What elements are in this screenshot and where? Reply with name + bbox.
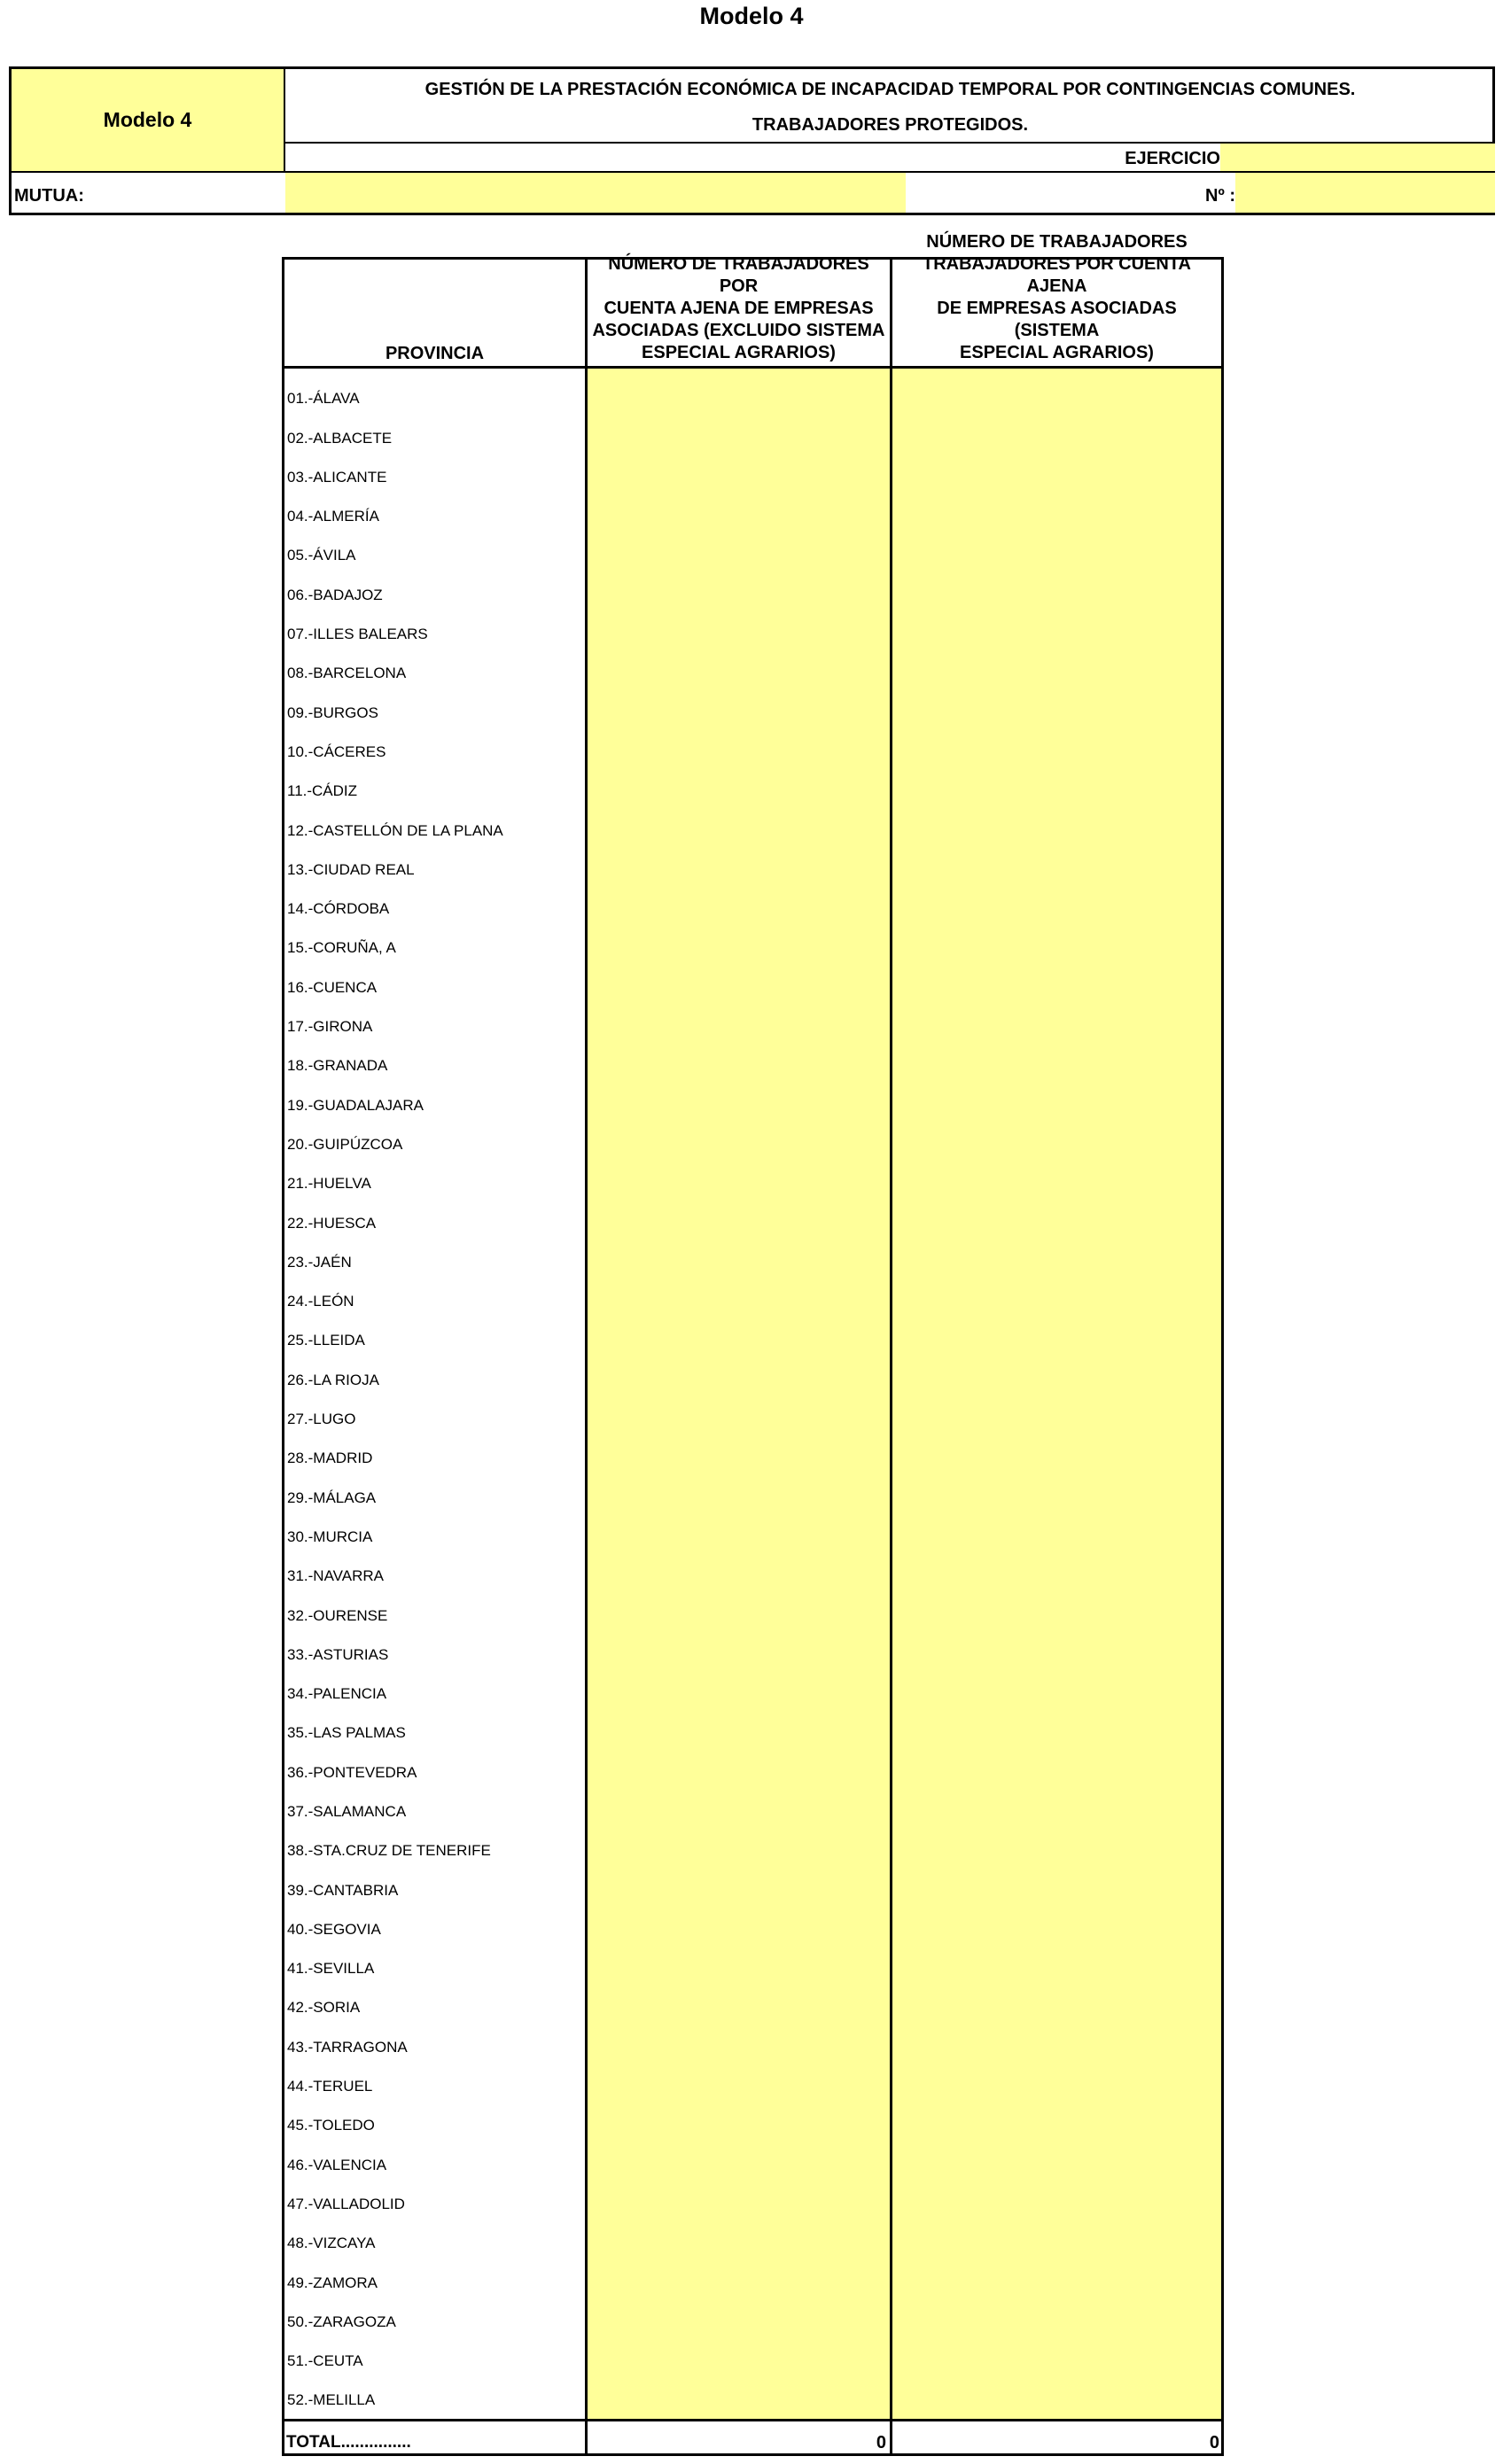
column-header-workers-agrarios [892, 232, 1224, 369]
province-name: 41.-SEVILLA [287, 1960, 375, 1978]
table-row [287, 1939, 588, 1978]
province-name: 28.-MADRID [287, 1450, 373, 1467]
numero-label: Nº : [1205, 186, 1235, 206]
table-row [287, 1742, 588, 1781]
province-name: 18.-GRANADA [287, 1057, 388, 1075]
province-name: 11.-CÁDIZ [287, 782, 358, 800]
province-name: 24.-LEÓN [287, 1293, 354, 1310]
province-name: 42.-SORIA [287, 1999, 361, 2017]
table-row [287, 1664, 588, 1703]
table-row [287, 369, 588, 408]
numero-input[interactable] [1235, 173, 1495, 213]
table-row [287, 1703, 588, 1742]
ejercicio-input[interactable] [1220, 144, 1495, 171]
table-row [287, 2331, 588, 2370]
province-name: 26.-LA RIOJA [287, 1371, 379, 1388]
province-column [282, 369, 588, 2419]
mutua-input[interactable] [285, 173, 906, 213]
province-name: 01.-ÁLAVA [287, 390, 360, 408]
table-row [287, 840, 588, 879]
table-row [287, 564, 588, 603]
table-row [287, 408, 588, 447]
province-name: 17.-GIRONA [287, 1018, 373, 1036]
table-row [287, 486, 588, 525]
province-name: 43.-TARRAGONA [287, 2038, 408, 2056]
table-row [287, 1075, 588, 1114]
table-row [287, 2370, 588, 2409]
workers-agrarios-input-column[interactable] [892, 369, 1224, 2419]
table-body [282, 369, 1224, 2419]
column-header-provincia [282, 257, 588, 369]
table-row [287, 1232, 588, 1271]
form-description-line2: TRABAJADORES PROTEGIDOS. [752, 115, 1029, 135]
province-name: 51.-CEUTA [287, 2352, 363, 2370]
column-header-workers-general-label: NÚMERO DE TRABAJADORES POR CUENTA AJENA DE EMPRESAS ASOCIADAS (EXCLUIDO SISTEMA ESPECIAL AGRARIOS) [592, 254, 885, 362]
province-name: 21.-HUELVA [287, 1175, 371, 1193]
form-description-line1: GESTIÓN DE LA PRESTACIÓN ECONÓMICA DE INCAPACIDAD TEMPORAL POR CONTINGENCIAS COMUNES. [424, 80, 1356, 99]
province-name: 03.-ALICANTE [287, 468, 387, 486]
total-workers-agrarios: 0 [1209, 2433, 1219, 2452]
table-row [287, 1625, 588, 1664]
total-workers-general: 0 [588, 2421, 892, 2453]
province-name: 08.-BARCELONA [287, 665, 407, 682]
province-name: 34.-PALENCIA [287, 1685, 387, 1703]
table-row [287, 1507, 588, 1546]
column-header-provincia-label: PROVINCIA [385, 344, 485, 363]
province-name: 27.-LUGO [287, 1411, 356, 1428]
table-row [287, 2213, 588, 2252]
table-row [287, 2056, 588, 2095]
province-name: 36.-PONTEVEDRA [287, 1763, 417, 1781]
table-row [287, 1900, 588, 1939]
table-row [287, 879, 588, 918]
table-row [287, 2252, 588, 2291]
table-row [287, 447, 588, 486]
table-row [287, 1310, 588, 1349]
province-name: 39.-CANTABRIA [287, 1881, 399, 1899]
province-name: 52.-MELILLA [287, 2391, 376, 2409]
province-name: 19.-GUADALAJARA [287, 1096, 424, 1114]
table-row [287, 1585, 588, 1624]
table-row [287, 997, 588, 1036]
table-row [287, 957, 588, 996]
table-row [287, 1467, 588, 1506]
table-row [287, 1821, 588, 1860]
province-name: 30.-MURCIA [287, 1527, 373, 1545]
table-row [287, 918, 588, 957]
table-row [287, 1349, 588, 1388]
province-name: 46.-VALENCIA [287, 2156, 387, 2173]
workers-general-input-column[interactable] [588, 369, 892, 2419]
province-name: 13.-CIUDAD REAL [287, 860, 415, 878]
province-name: 48.-VIZCAYA [287, 2235, 376, 2252]
province-name: 29.-MÁLAGA [287, 1489, 377, 1506]
column-header-workers-general [588, 254, 892, 369]
table-row [287, 1036, 588, 1075]
table-row [287, 1428, 588, 1467]
form-header [9, 66, 1495, 215]
table-row [287, 1193, 588, 1232]
province-name: 22.-HUESCA [287, 1214, 377, 1232]
mutua-label: MUTUA: [14, 186, 84, 206]
province-name: 04.-ALMERÍA [287, 508, 379, 525]
province-name: 10.-CÁCERES [287, 742, 386, 760]
table-row [287, 1389, 588, 1428]
table-row [287, 1546, 588, 1585]
province-name: 25.-LLEIDA [287, 1332, 365, 1349]
province-name: 49.-ZAMORA [287, 2274, 378, 2291]
table-row [287, 1271, 588, 1310]
table-row [287, 1978, 588, 2017]
table-row [287, 2174, 588, 2213]
province-name: 38.-STA.CRUZ DE TENERIFE [287, 1842, 491, 1860]
table-row [287, 1115, 588, 1154]
province-name: 35.-LAS PALMAS [287, 1724, 406, 1742]
province-name: 50.-ZARAGOZA [287, 2312, 396, 2330]
table-row [287, 682, 588, 721]
table-row [287, 722, 588, 761]
province-name: 16.-CUENCA [287, 978, 378, 996]
province-name: 45.-TOLEDO [287, 2117, 375, 2134]
page-title: Modelo 4 [699, 3, 804, 29]
province-name: 31.-NAVARRA [287, 1567, 384, 1585]
province-name: 14.-CÓRDOBA [287, 900, 390, 918]
province-name: 15.-CORUÑA, A [287, 939, 396, 957]
province-name: 23.-JAÉN [287, 1253, 352, 1271]
province-name: 06.-BADAJOZ [287, 586, 383, 603]
table-row [287, 2095, 588, 2134]
province-name: 32.-OURENSE [287, 1606, 388, 1624]
total-label: TOTAL............... [284, 2421, 588, 2453]
province-name: 12.-CASTELLÓN DE LA PLANA [287, 821, 503, 839]
column-header-workers-agrarios-label: NÚMERO DE TRABAJADORES TRABAJADORES POR CUENTA AJENA DE EMPRESAS ASOCIADAS (SISTEMA ESPECIAL AGRARIOS) [923, 232, 1191, 362]
table-row [287, 1860, 588, 1899]
table-row [287, 643, 588, 682]
province-name: 07.-ILLES BALEARS [287, 626, 428, 643]
table-row [287, 2134, 588, 2173]
table-row [287, 1782, 588, 1821]
province-name: 33.-ASTURIAS [287, 1645, 389, 1663]
province-name: 47.-VALLADOLID [287, 2195, 405, 2212]
table-row [287, 2292, 588, 2331]
table-row [287, 1154, 588, 1193]
total-row [282, 2419, 1224, 2456]
table-row [287, 800, 588, 839]
province-name: 05.-ÁVILA [287, 547, 356, 564]
model-label: Modelo 4 [12, 69, 285, 173]
province-name: 37.-SALAMANCA [287, 1802, 407, 1820]
table-row [287, 761, 588, 800]
ejercicio-row [285, 142, 1495, 173]
province-name: 44.-TERUEL [287, 2078, 373, 2095]
province-name: 02.-ALBACETE [287, 429, 393, 447]
ejercicio-label: EJERCICIO [1125, 149, 1220, 168]
province-list [287, 369, 588, 2409]
table-row [287, 604, 588, 643]
table-row [287, 525, 588, 564]
table-row [287, 2017, 588, 2056]
province-name: 40.-SEGOVIA [287, 1920, 381, 1938]
province-name: 20.-GUIPÚZCOA [287, 1135, 403, 1153]
province-name: 09.-BURGOS [287, 703, 378, 721]
